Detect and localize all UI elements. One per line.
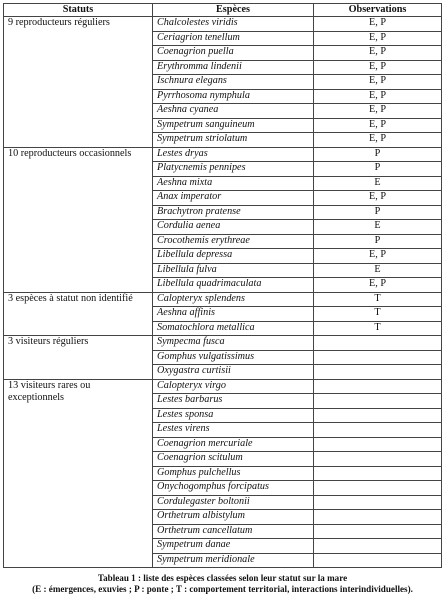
observation-cell (314, 408, 442, 423)
observation-cell: E (314, 220, 442, 235)
observation-cell (314, 437, 442, 452)
observation-cell: E (314, 176, 442, 191)
observation-cell: E, P (314, 89, 442, 104)
species-cell: Coenagrion scitulum (153, 452, 314, 467)
observation-cell: E, P (314, 17, 442, 32)
species-cell: Lestes barbarus (153, 394, 314, 409)
observation-cell: E, P (314, 46, 442, 61)
species-cell: Chalcolestes viridis (153, 17, 314, 32)
observation-cell: P (314, 234, 442, 249)
observation-cell: E (314, 263, 442, 278)
species-cell: Sympetrum sanguineum (153, 118, 314, 133)
species-cell: Sympetrum meridionale (153, 553, 314, 568)
species-cell: Onychogomphus forcipatus (153, 481, 314, 496)
observation-cell: P (314, 147, 442, 162)
observation-cell: P (314, 205, 442, 220)
table-row (4, 17, 442, 32)
species-cell: Sympetrum danae (153, 539, 314, 554)
document (3, 3, 441, 568)
species-cell: Cordulegaster boltonii (153, 495, 314, 510)
observation-cell (314, 423, 442, 438)
species-cell: Ischnura elegans (153, 75, 314, 90)
observation-cell: E, P (314, 104, 442, 119)
species-cell: Aeshna mixta (153, 176, 314, 191)
species-cell: Libellula quadrimaculata (153, 278, 314, 293)
species-cell: Lestes sponsa (153, 408, 314, 423)
observation-cell (314, 481, 442, 496)
species-cell: Aeshna affinis (153, 307, 314, 322)
species-cell: Erythromma lindenii (153, 60, 314, 75)
species-cell: Brachytron pratense (153, 205, 314, 220)
observation-cell: E, P (314, 31, 442, 46)
species-cell: Coenagrion puella (153, 46, 314, 61)
table-row (4, 336, 442, 351)
species-cell: Aeshna cyanea (153, 104, 314, 119)
header-observations: Observations (314, 4, 442, 17)
species-cell: Anax imperator (153, 191, 314, 206)
observation-cell (314, 466, 442, 481)
table-caption (0, 573, 445, 595)
observation-cell: E, P (314, 191, 442, 206)
status-cell: 3 visiteurs réguliers (4, 336, 153, 380)
observation-cell (314, 495, 442, 510)
species-cell: Sympetrum striolatum (153, 133, 314, 148)
observation-cell (314, 452, 442, 467)
observation-cell (314, 394, 442, 409)
header-especes: Espèces (153, 4, 314, 17)
observation-cell (314, 336, 442, 351)
status-cell: 9 reproducteurs réguliers (4, 17, 153, 148)
species-table (3, 3, 442, 568)
species-cell: Calopteryx virgo (153, 379, 314, 394)
species-cell: Lestes virens (153, 423, 314, 438)
observation-cell: T (314, 321, 442, 336)
observation-cell (314, 524, 442, 539)
observation-cell (314, 350, 442, 365)
status-cell: 3 espèces à statut non identifié (4, 292, 153, 336)
observation-cell (314, 379, 442, 394)
observation-cell: E, P (314, 249, 442, 264)
species-cell: Orthetrum cancellatum (153, 524, 314, 539)
table-header-row (4, 4, 442, 17)
observation-cell (314, 539, 442, 554)
species-cell: Gomphus pulchellus (153, 466, 314, 481)
species-cell: Somatochlora metallica (153, 321, 314, 336)
caption-title: Tableau 1 : liste des espèces classées selon leur statut sur la mare (97, 573, 348, 583)
species-cell: Gomphus vulgatissimus (153, 350, 314, 365)
species-cell: Crocothemis erythreae (153, 234, 314, 249)
observation-cell (314, 365, 442, 380)
observation-cell: P (314, 162, 442, 177)
observation-cell: E, P (314, 133, 442, 148)
species-cell: Ceriagrion tenellum (153, 31, 314, 46)
header-statuts: Statuts (4, 4, 153, 17)
species-cell: Sympecma fusca (153, 336, 314, 351)
species-cell: Calopteryx splendens (153, 292, 314, 307)
species-cell: Orthetrum albistylum (153, 510, 314, 525)
observation-cell (314, 510, 442, 525)
status-cell: 10 reproducteurs occasionnels (4, 147, 153, 292)
table-body (4, 17, 442, 568)
observation-cell (314, 553, 442, 568)
species-cell: Libellula fulva (153, 263, 314, 278)
table-row (4, 292, 442, 307)
table-row (4, 147, 442, 162)
table-row (4, 379, 442, 394)
species-cell: Lestes dryas (153, 147, 314, 162)
species-cell: Platycnemis pennipes (153, 162, 314, 177)
species-cell: Coenagrion mercuriale (153, 437, 314, 452)
species-cell: Oxygastra curtisii (153, 365, 314, 380)
species-cell: Libellula depressa (153, 249, 314, 264)
status-cell: 13 visiteurs rares ou exceptionnels (4, 379, 153, 568)
observation-cell: T (314, 307, 442, 322)
observation-cell: E, P (314, 118, 442, 133)
caption-legend: (E : émergences, exuvies ; P : ponte ; T : comportement territorial, interactions interindividuelles). (32, 584, 413, 594)
species-cell: Cordulia aenea (153, 220, 314, 235)
observation-cell: E, P (314, 75, 442, 90)
observation-cell: T (314, 292, 442, 307)
observation-cell: E, P (314, 278, 442, 293)
species-cell: Pyrrhosoma nymphula (153, 89, 314, 104)
observation-cell: E, P (314, 60, 442, 75)
